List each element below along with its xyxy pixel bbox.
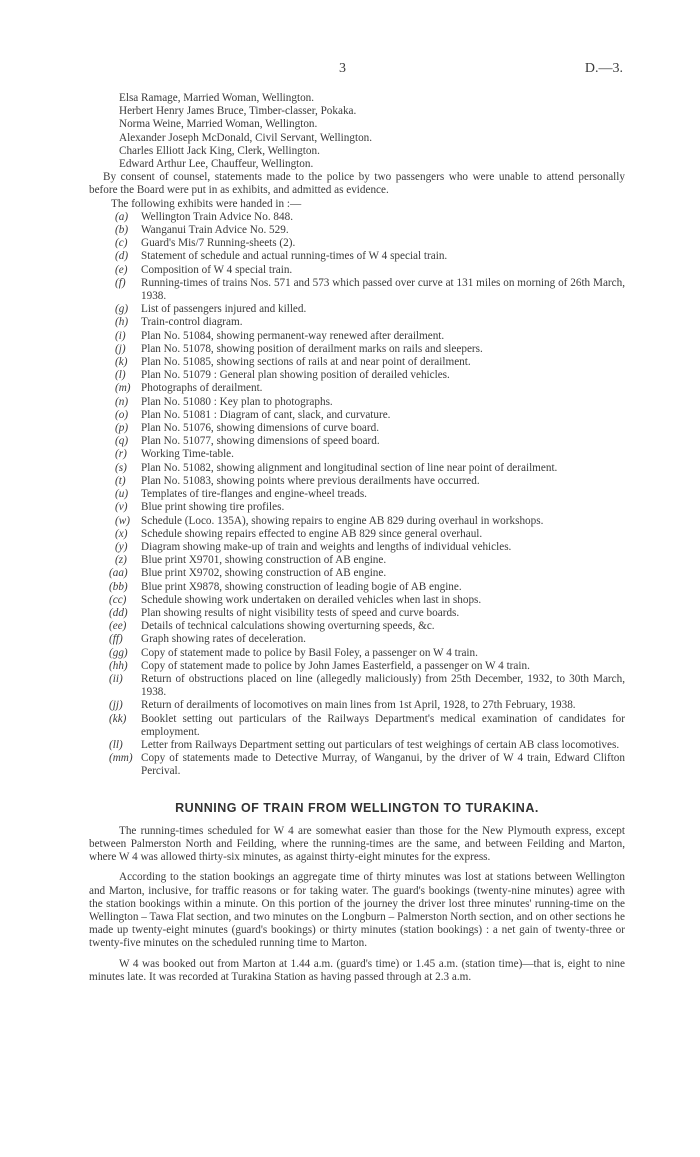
exhibit-label: (c)	[115, 237, 128, 250]
exhibit-item	[89, 647, 625, 660]
exhibit-item	[89, 422, 625, 435]
exhibit-text: Blue print showing tire profiles.	[141, 501, 285, 514]
exhibit-label: (s)	[115, 461, 127, 474]
exhibit-label: (ee)	[109, 620, 127, 633]
exhibit-text: Blue print X9701, showing construction of AB engine.	[141, 554, 387, 567]
exhibit-item	[89, 633, 625, 646]
exhibit-label: (g)	[115, 303, 129, 316]
exhibit-item	[89, 462, 625, 475]
exhibit-label: (z)	[115, 554, 127, 567]
exhibit-item	[89, 277, 625, 303]
exhibit-item	[89, 303, 625, 316]
exhibit-item	[89, 330, 625, 343]
witness-entry: Charles Elliott Jack King, Clerk, Wellington.	[119, 144, 320, 157]
exhibit-item	[89, 369, 625, 382]
exhibit-item	[89, 382, 625, 395]
exhibit-item	[89, 211, 625, 224]
exhibit-text: Wanganui Train Advice No. 529.	[141, 224, 289, 237]
exhibit-label: (n)	[115, 395, 129, 408]
exhibit-item	[89, 541, 625, 554]
exhibit-item	[89, 607, 625, 620]
exhibit-label: (e)	[115, 263, 128, 276]
exhibit-item	[89, 581, 625, 594]
section-heading: RUNNING OF TRAIN FROM WELLINGTON TO TURAKINA.	[175, 800, 539, 815]
exhibit-item	[89, 699, 625, 712]
exhibit-label: (m)	[115, 382, 131, 395]
exhibit-label: (y)	[115, 540, 128, 553]
exhibit-item	[89, 264, 625, 277]
exhibit-text: Plan No. 51077, showing dimensions of speed board.	[141, 435, 380, 448]
page-header	[0, 62, 700, 78]
exhibit-item	[89, 448, 625, 461]
witness-entry: Edward Arthur Lee, Chauffeur, Wellington.	[119, 158, 314, 171]
exhibit-item	[89, 343, 625, 356]
document-reference: D.—3.	[584, 61, 623, 76]
exhibit-text: Copy of statement made to police by John James Easterfield, a passenger on W 4 train.	[141, 659, 530, 672]
exhibit-label: (t)	[115, 474, 126, 487]
exhibit-label: (hh)	[109, 659, 128, 672]
exhibit-text: Return of derailments of locomotives on main lines from 1st April, 1928, to 27th February, 1938.	[141, 699, 576, 712]
exhibit-label: (o)	[115, 408, 129, 421]
exhibit-text: Copy of statement made to police by Basil Foley, a passenger on W 4 train.	[141, 646, 478, 659]
exhibit-label: (k)	[115, 356, 128, 369]
exhibit-text: Working Time-table.	[141, 448, 234, 461]
exhibit-label: (d)	[115, 250, 129, 263]
exhibit-text: Running-times of trains Nos. 571 and 573 which passed over curve at 131 miles on morning of 26th March, 1938.	[141, 276, 625, 303]
paragraph: The running-times scheduled for W 4 are somewhat easier than those for the New Plymouth express, except between Palmerston North and Feilding, where the running-times are the same, and between Feilding and Marton, where W 4 was allowed thirty-six minutes, as against thirty-eight minutes for the express.	[89, 824, 625, 864]
exhibit-item	[89, 316, 625, 329]
exhibit-text: Letter from Railways Department setting out particulars of test weighings of certain AB class locomotives.	[141, 738, 620, 751]
exhibit-text: Plan No. 51081 : Diagram of cant, slack, and curvature.	[141, 408, 391, 421]
exhibit-list	[89, 211, 625, 779]
exhibit-label: (i)	[115, 329, 126, 342]
witness-list	[89, 92, 625, 171]
exhibit-item	[89, 250, 625, 263]
exhibit-label: (p)	[115, 422, 129, 435]
exhibit-item	[89, 475, 625, 488]
exhibit-text: Photographs of derailment.	[141, 382, 263, 395]
exhibit-label: (j)	[115, 342, 126, 355]
exhibit-label: (dd)	[109, 606, 128, 619]
exhibit-text: Composition of W 4 special train.	[141, 263, 293, 276]
witness-entry: Elsa Ramage, Married Woman, Wellington.	[119, 92, 315, 104]
exhibit-text: Schedule showing repairs effected to engine AB 829 since general overhaul.	[141, 527, 483, 540]
exhibit-text: Guard's Mis/7 Running-sheets (2).	[141, 237, 296, 250]
exhibit-item	[89, 528, 625, 541]
exhibit-label: (l)	[115, 369, 126, 382]
exhibit-label: (cc)	[109, 593, 127, 606]
witness-entry: Herbert Henry James Bruce, Timber-classer, Pokaka.	[119, 105, 357, 118]
exhibit-text: Details of technical calculations showing overturning speeds, &c.	[141, 620, 435, 633]
exhibit-label: (mm)	[109, 752, 133, 765]
exhibit-text: Wellington Train Advice No. 848.	[141, 210, 293, 223]
exhibit-item	[89, 554, 625, 567]
exhibit-text: Diagram showing make-up of train and weights and lengths of individual vehicles.	[141, 540, 512, 553]
exhibit-text: Copy of statements made to Detective Murray, of Wanganui, by the driver of W 4 train, Edward Clifton Percival.	[141, 752, 625, 778]
exhibit-item	[89, 752, 625, 778]
witness-entry: Norma Weine, Married Woman, Wellington.	[119, 118, 318, 131]
exhibit-text: Blue print X9702, showing construction of AB engine.	[141, 567, 387, 580]
exhibit-item	[89, 396, 625, 409]
document-body	[89, 92, 625, 984]
exhibit-label: (aa)	[109, 567, 128, 580]
consent-paragraph: By consent of counsel, statements made to the police by two passengers who were unable to attend personally before the Board were put in as exhibits, and admitted as evidence.	[89, 171, 625, 197]
exhibit-label: (bb)	[109, 580, 128, 593]
exhibit-item	[89, 567, 625, 580]
exhibit-item	[89, 673, 625, 699]
exhibit-item	[89, 224, 625, 237]
exhibit-item	[89, 409, 625, 422]
exhibit-text: Plan No. 51078, showing position of derailment marks on rails and sleepers.	[141, 342, 483, 355]
exhibit-label: (b)	[115, 224, 129, 237]
exhibit-label: (kk)	[109, 712, 127, 725]
exhibit-label: (a)	[115, 210, 129, 223]
exhibit-item	[89, 660, 625, 673]
exhibit-label: (r)	[115, 448, 127, 461]
exhibit-text: Templates of tire-flanges and engine-wheel treads.	[141, 488, 367, 501]
exhibit-label: (ff)	[109, 633, 123, 646]
exhibit-text: Blue print X9878, showing construction of leading bogie of AB engine.	[141, 580, 462, 593]
exhibit-label: (ll)	[109, 738, 123, 751]
exhibit-item	[89, 515, 625, 528]
exhibit-label: (u)	[115, 488, 129, 501]
exhibit-text: Booklet setting out particulars of the Railways Department's medical examination of candidates for employment.	[141, 712, 625, 738]
exhibit-text: Plan No. 51076, showing dimensions of curve board.	[141, 422, 380, 435]
exhibit-text: Plan showing results of night visibility tests of speed and curve boards.	[141, 606, 460, 619]
exhibit-text: Return of obstructions placed on line (allegedly maliciously) from 25th December, 1932, to 30th March, 1938.	[141, 672, 625, 699]
exhibit-text: Plan No. 51080 : Key plan to photographs.	[141, 395, 333, 408]
exhibit-item	[89, 594, 625, 607]
paragraph: According to the station bookings an aggregate time of thirty minutes was lost at stations between Wellington and Marton, inclusive, for traffic reasons or for taking water. The guard's bookings (twenty-nine minutes) agree with the station bookings within a minute. On this portion of the journey the driver lost three minutes' running-time on the Wellington – Tawa Flat section, and two minutes on the Longburn – Palmerston North section, and on other sections he made up twenty-eight minutes (guard's bookings) or thirty minutes (station bookings) : a net gain of twenty-three or twenty-five minutes on the scheduled running time to Marton.	[89, 871, 625, 950]
exhibit-text: Plan No. 51083, showing points where previous derailments have occurred.	[141, 474, 480, 487]
exhibit-item	[89, 488, 625, 501]
exhibit-item	[89, 435, 625, 448]
exhibit-text: List of passengers injured and killed.	[141, 303, 307, 316]
exhibit-text: Graph showing rates of deceleration.	[141, 633, 306, 646]
exhibits-intro: The following exhibits were handed in :—	[111, 197, 302, 210]
exhibit-text: Statement of schedule and actual running-times of W 4 special train.	[141, 250, 448, 263]
exhibit-text: Schedule showing work undertaken on derailed vehicles when last in shops.	[141, 593, 482, 606]
exhibit-text: Train-control diagram.	[141, 316, 243, 329]
exhibit-item	[89, 713, 625, 739]
exhibit-text: Plan No. 51085, showing sections of rails at and near point of derailment.	[141, 356, 471, 369]
paragraph: W 4 was booked out from Marton at 1.44 a.m. (guard's time) or 1.45 a.m. (station time)—that is, eight to nine minutes late. It was recorded at Turakina Station as having passed through at 2.3 a.m.	[89, 957, 625, 983]
exhibit-label: (q)	[115, 435, 129, 448]
exhibit-label: (x)	[115, 527, 128, 540]
exhibit-label: (gg)	[109, 646, 128, 659]
exhibit-label: (jj)	[109, 699, 123, 712]
exhibit-label: (f)	[115, 276, 126, 289]
exhibit-text: Schedule (Loco. 135A), showing repairs to engine AB 829 during overhaul in workshops.	[141, 514, 544, 527]
exhibit-label: (w)	[115, 514, 130, 527]
witness-entry: Alexander Joseph McDonald, Civil Servant, Wellington.	[119, 131, 373, 144]
exhibit-text: Plan No. 51079 : General plan showing position of derailed vehicles.	[141, 369, 450, 382]
exhibit-label: (v)	[115, 501, 128, 514]
exhibit-text: Plan No. 51084, showing permanent-way renewed after derailment.	[141, 329, 445, 342]
exhibit-item	[89, 237, 625, 250]
exhibit-item	[89, 739, 625, 752]
exhibit-item	[89, 501, 625, 514]
exhibit-label: (h)	[115, 316, 129, 329]
exhibit-text: Plan No. 51082, showing alignment and longitudinal section of line near point of derailment.	[141, 461, 558, 474]
exhibit-label: (ii)	[109, 672, 123, 685]
page-number: 3	[339, 61, 346, 76]
exhibit-item	[89, 620, 625, 633]
exhibit-item	[89, 356, 625, 369]
